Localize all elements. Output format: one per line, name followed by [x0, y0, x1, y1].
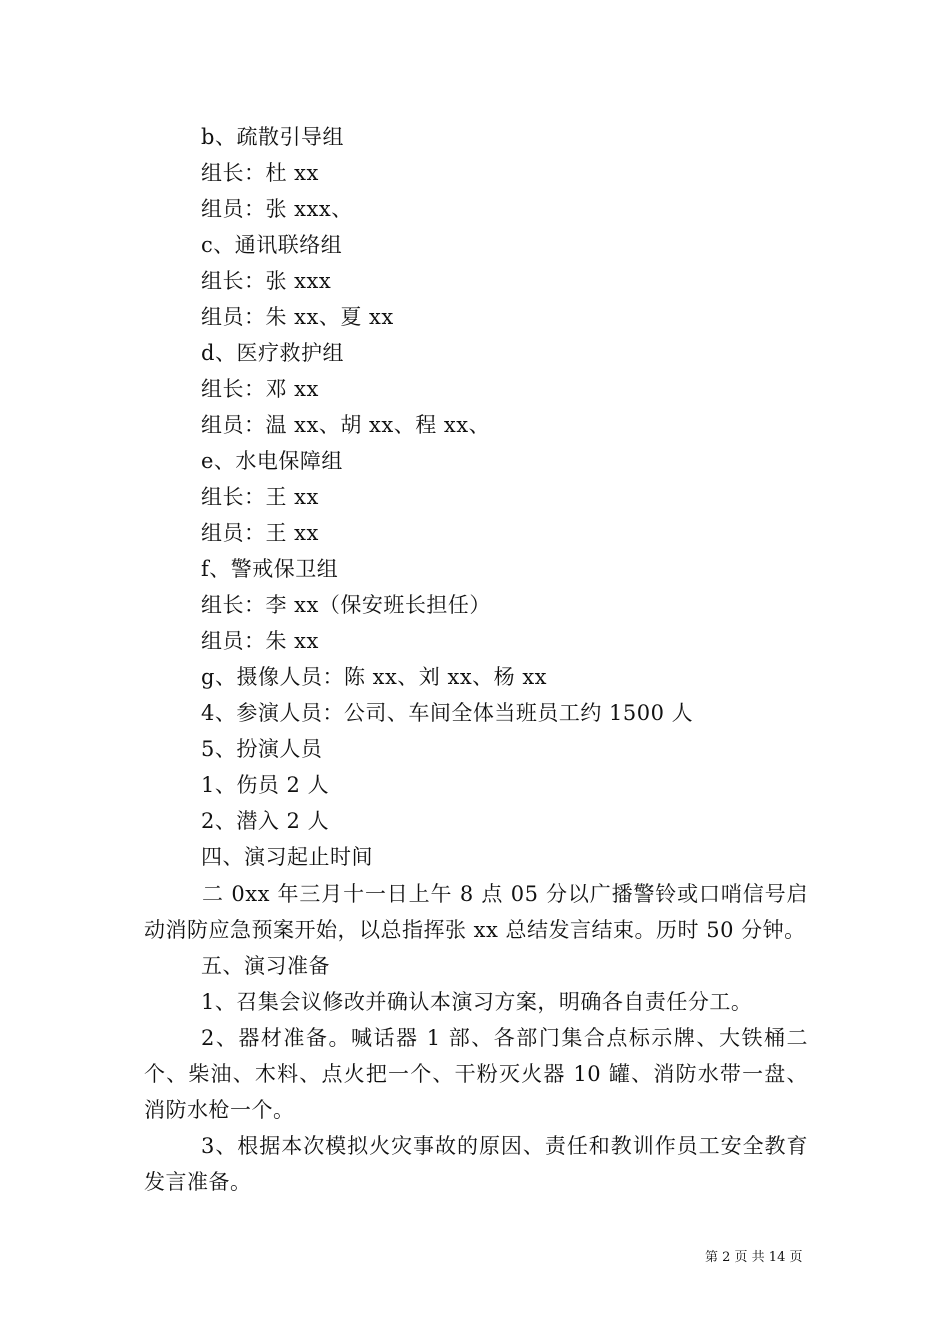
prep-item-2: 2、器材准备。喊话器 1 部、各部门集合点标示牌、大铁桶二个、柴油、木料、点火把一个、干粉灭火器 10 罐、消防水带一盘、消防水枪一个。 [144, 1026, 808, 1122]
team-b-leader: 组长：杜 xx [201, 161, 319, 185]
prep-item-3: 3、根据本次模拟火灾事故的原因、责任和教训作员工安全教育发言准备。 [144, 1134, 808, 1194]
participants: 4、参演人员：公司、车间全体当班员工约 1500 人 [201, 701, 694, 725]
team-e-heading: e、水电保障组 [201, 449, 343, 473]
actors-intruders: 2、潜入 2 人 [201, 809, 330, 833]
team-d-leader: 组长：邓 xx [201, 377, 319, 401]
team-d-members: 组员：温 xx、胡 xx、程 xx、 [201, 413, 491, 437]
camera-crew: g、摄像人员：陈 xx、刘 xx、杨 xx [201, 665, 548, 689]
drill-time-paragraph: 二 0xx 年三月十一日上午 8 点 05 分以广播警铃或口哨信号启动消防应急预案开始，以总指挥张 xx 总结发言结束。历时 50 分钟。 [144, 882, 808, 942]
team-d-heading: d、医疗救护组 [201, 341, 344, 365]
team-c-members: 组员：朱 xx、夏 xx [201, 305, 394, 329]
team-e-members: 组员：王 xx [201, 521, 319, 545]
team-f-members: 组员：朱 xx [201, 629, 319, 653]
team-b-heading: b、疏散引导组 [201, 125, 344, 149]
team-b-members: 组员：张 xxx、 [201, 197, 353, 221]
actors-injured: 1、伤员 2 人 [201, 773, 330, 797]
team-e-leader: 组长：王 xx [201, 485, 319, 509]
team-c-leader: 组长：张 xxx [201, 269, 332, 293]
actors-heading: 5、扮演人员 [201, 737, 323, 761]
prep-item-1: 1、召集会议修改并确认本演习方案，明确各自责任分工。 [201, 990, 753, 1014]
section-4-heading: 四、演习起止时间 [201, 845, 373, 869]
page-number: 第 2 页 共 14 页 [705, 1250, 803, 1265]
team-f-leader: 组长：李 xx（保安班长担任） [201, 593, 491, 617]
team-f-heading: f、警戒保卫组 [201, 557, 339, 581]
team-c-heading: c、通讯联络组 [201, 233, 343, 257]
section-5-heading: 五、演习准备 [201, 954, 330, 978]
